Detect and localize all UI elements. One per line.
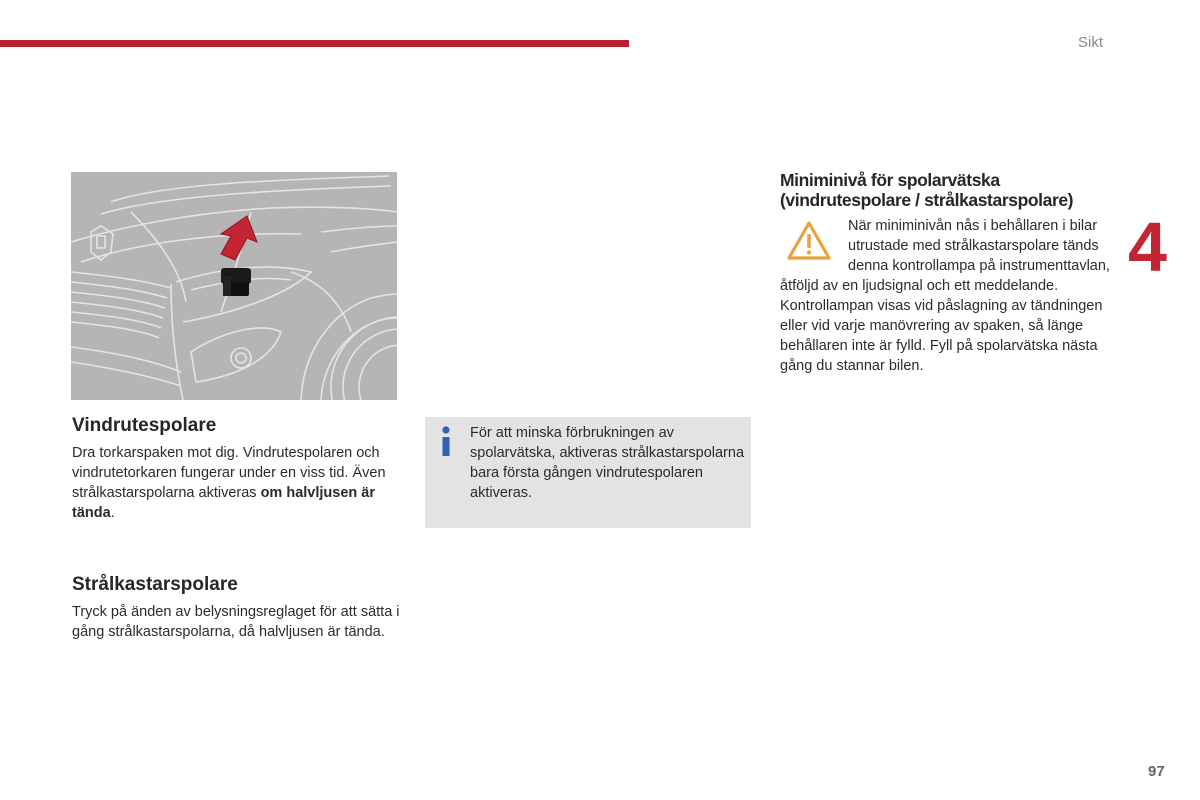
- minimum-level-title: Miniminivå för spolarvätska (vindrutespolare / strålkastarspolare): [780, 170, 1074, 210]
- minimum-level-text-indented: När miniminivån nås i behållaren i bilar utrustade med strålkastarspolare tänds denna kontrollampa på instrumenttavlan,: [848, 218, 1110, 274]
- info-text: För att minska förbrukningen av spolarvätska, aktiveras strålkastarspolarna bara första gången vindrutespolaren aktiveras.: [470, 425, 745, 501]
- windscreen-washer-title: Vindrutespolare: [72, 415, 217, 436]
- chapter-number: 4: [1128, 208, 1167, 286]
- car-front-washer-lever-icon: [71, 172, 397, 400]
- minimum-level-section: [780, 170, 1110, 376]
- section-label: Sikt: [1078, 34, 1104, 51]
- car-washer-illustration: [71, 172, 397, 400]
- header-accent-bar: [0, 40, 629, 47]
- info-icon: [439, 425, 453, 457]
- info-box: [425, 417, 751, 528]
- windscreen-washer-section: [72, 415, 402, 523]
- warning-block: [780, 216, 1110, 376]
- minimum-level-text: åtföljd av en ljudsignal och ett meddelande. Kontrollampan visas vid påslagning av tändningen eller vid varje manövrering av spaken, så länge behållaren inte är fylld. Fyll på spolarvätska nästa gång du stannar bilen.: [780, 278, 1103, 374]
- windscreen-washer-bold-text: om halvljusen är tända: [72, 485, 376, 521]
- headlamp-washer-title: Strålkastarspolare: [72, 574, 238, 595]
- windscreen-washer-text: Dra torkarspaken mot dig. Vindrutespolaren och vindrutetorkaren fungerar under en viss tid. Även strålkastarspolarna aktiveras om halvljusen är tända.: [72, 445, 386, 521]
- page-number: 97: [1148, 763, 1165, 780]
- headlamp-washer-section: [72, 574, 402, 642]
- warning-triangle-icon: [786, 220, 832, 262]
- headlamp-washer-text: Tryck på änden av belysningsreglaget för att sätta i gång strålkastarspolarna, då halvljusen är tända.: [72, 604, 400, 640]
